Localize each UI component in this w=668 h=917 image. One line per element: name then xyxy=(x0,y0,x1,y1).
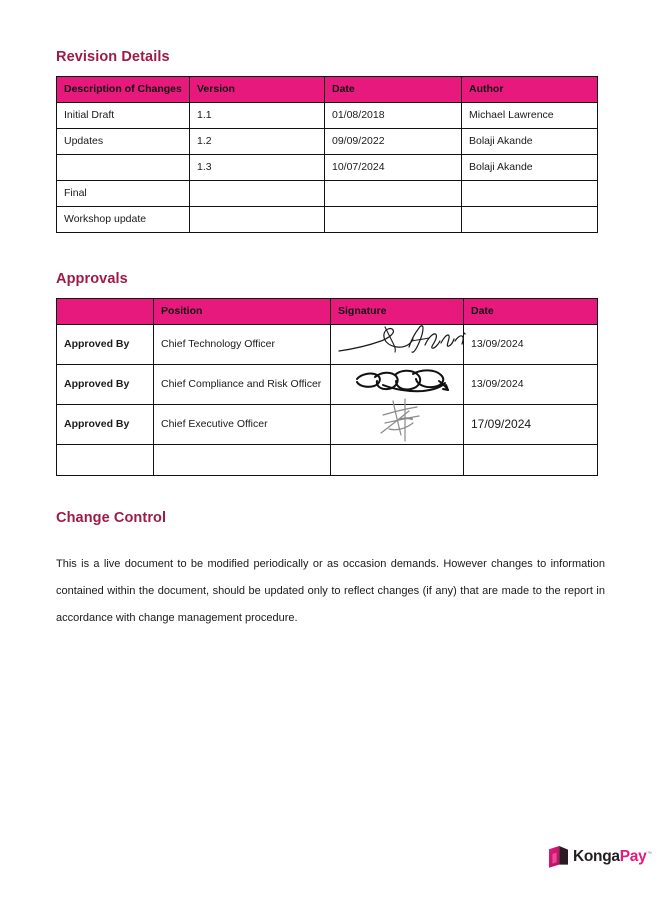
cell-position: Chief Executive Officer xyxy=(154,405,331,445)
cell-author: Bolaji Akande xyxy=(462,129,598,155)
cell-signature xyxy=(331,445,464,476)
cell-approver: Approved By xyxy=(57,365,154,405)
cell-description xyxy=(57,155,190,181)
cell-date: 09/09/2022 xyxy=(325,129,462,155)
table-row xyxy=(57,129,598,155)
cell-date: 17/09/2024 xyxy=(464,405,598,445)
revision-details-table xyxy=(56,76,598,233)
signature-1-image xyxy=(331,325,463,364)
column-header-position: Position xyxy=(154,299,331,325)
cell-approver: Approved By xyxy=(57,405,154,445)
cell-description: Final xyxy=(57,181,190,207)
cell-author: Bolaji Akande xyxy=(462,155,598,181)
column-header-signature: Signature xyxy=(331,299,464,325)
cell-description: Workshop update xyxy=(57,207,190,233)
cell-date: 13/09/2024 xyxy=(464,365,598,405)
column-header-version: Version xyxy=(190,77,325,103)
cell-description: Initial Draft xyxy=(57,103,190,129)
cell-author xyxy=(462,181,598,207)
kongapay-logo-text xyxy=(573,849,652,865)
cell-approver xyxy=(57,445,154,476)
cell-date: 01/08/2018 xyxy=(325,103,462,129)
cell-author xyxy=(462,207,598,233)
table-header-row xyxy=(57,77,598,103)
cell-signature xyxy=(331,365,464,405)
column-header-date: Date xyxy=(325,77,462,103)
cell-approver: Approved By xyxy=(57,325,154,365)
cell-date: 10/07/2024 xyxy=(325,155,462,181)
approvals-heading: Approvals xyxy=(56,271,128,287)
approvals-table xyxy=(56,298,598,476)
table-row xyxy=(57,325,598,365)
cell-position: Chief Compliance and Risk Officer xyxy=(154,365,331,405)
cell-date xyxy=(325,181,462,207)
cell-signature xyxy=(331,325,464,365)
column-header-approver xyxy=(57,299,154,325)
change-control-heading: Change Control xyxy=(56,510,167,526)
cell-date xyxy=(464,445,598,476)
cell-position xyxy=(154,445,331,476)
cell-date: 13/09/2024 xyxy=(464,325,598,365)
table-row xyxy=(57,155,598,181)
trademark-symbol: ™ xyxy=(646,851,652,858)
cell-date xyxy=(325,207,462,233)
signature-3-image xyxy=(331,405,463,444)
kongapay-logo xyxy=(549,842,652,872)
logo-text-konga: Konga xyxy=(573,848,620,866)
cell-signature xyxy=(331,405,464,445)
column-header-date: Date xyxy=(464,299,598,325)
table-header-row xyxy=(57,299,598,325)
cell-version xyxy=(190,181,325,207)
signature-2-image xyxy=(331,365,463,404)
table-row xyxy=(57,207,598,233)
cell-position: Chief Technology Officer xyxy=(154,325,331,365)
column-header-author: Author xyxy=(462,77,598,103)
revision-details-heading: Revision Details xyxy=(56,49,170,65)
cell-description: Updates xyxy=(57,129,190,155)
cell-version: 1.1 xyxy=(190,103,325,129)
logo-text-pay: Pay xyxy=(619,848,647,866)
cell-version xyxy=(190,207,325,233)
table-row xyxy=(57,445,598,476)
cell-version: 1.3 xyxy=(190,155,325,181)
table-row xyxy=(57,365,598,405)
change-control-paragraph: This is a live document to be modified periodically or as occasion demands. However changes to information contained within the document, should be updated only to reflect changes (if any) that are made to the report in accordance with change management procedure. xyxy=(56,558,605,624)
cell-author: Michael Lawrence xyxy=(462,103,598,129)
table-row xyxy=(57,405,598,445)
kongapay-logo-mark-icon xyxy=(549,846,568,868)
table-row xyxy=(57,181,598,207)
table-row xyxy=(57,103,598,129)
column-header-description: Description of Changes xyxy=(57,77,190,103)
cell-version: 1.2 xyxy=(190,129,325,155)
